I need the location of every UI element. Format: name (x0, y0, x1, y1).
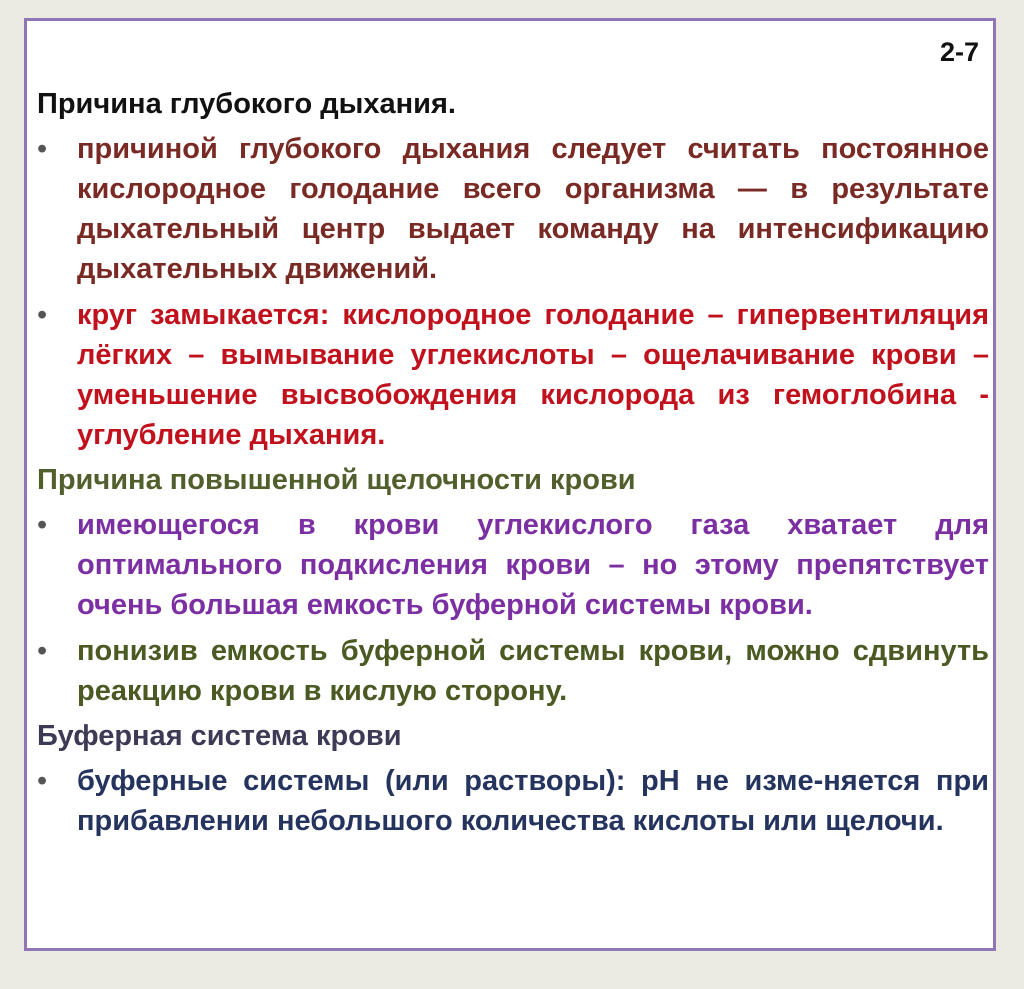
bullet-text: понизив емкость буферной системы крови, можно сдвинуть реакцию крови в кислую сторону. (77, 635, 989, 707)
bullet-text: причиной глубокого дыхания следует считать постоянное кислородное голодание всего организма — в результате дыхательный центр выдает команду на интенсификацию дыхательных движений. (77, 133, 989, 285)
bullet-item (37, 631, 989, 711)
heading-deep-breathing-cause: Причина глубокого дыхания. (37, 88, 456, 120)
bullet-item (37, 505, 989, 625)
bullet-item (37, 129, 989, 289)
bullet-text: имеющегося в крови углекислого газа хватает для оптимального подкисления крови – но этому препятствует очень большая емкость буферной системы крови. (77, 509, 989, 621)
bullet-text: круг замыкается: кислородное голодание – гипервентиляция лёгких – вымывание углекислоты – ощелачивание крови – уменьшение высвобождения кислорода из гемоглобина - углубление дыхания. (77, 299, 989, 451)
bullet-dot-icon: • (37, 765, 48, 797)
bullet-dot-icon: • (37, 509, 48, 541)
bullet-dot-icon: • (37, 133, 48, 165)
bullet-dot-icon: • (37, 299, 48, 331)
bullet-text: буферные системы (или растворы): рН не изме-няется при прибавлении небольшого количества кислоты или щелочи. (77, 765, 989, 837)
slide-frame (24, 18, 996, 951)
heading-alkalinity-cause: Причина повышенной щелочности крови (37, 464, 636, 496)
bullet-dot-icon: • (37, 635, 48, 667)
slide-content (37, 81, 989, 847)
slide-number: 2-7 (939, 37, 979, 67)
bullet-item (37, 761, 989, 841)
heading-buffer-system: Буферная система крови (37, 720, 402, 752)
bullet-item (37, 295, 989, 455)
